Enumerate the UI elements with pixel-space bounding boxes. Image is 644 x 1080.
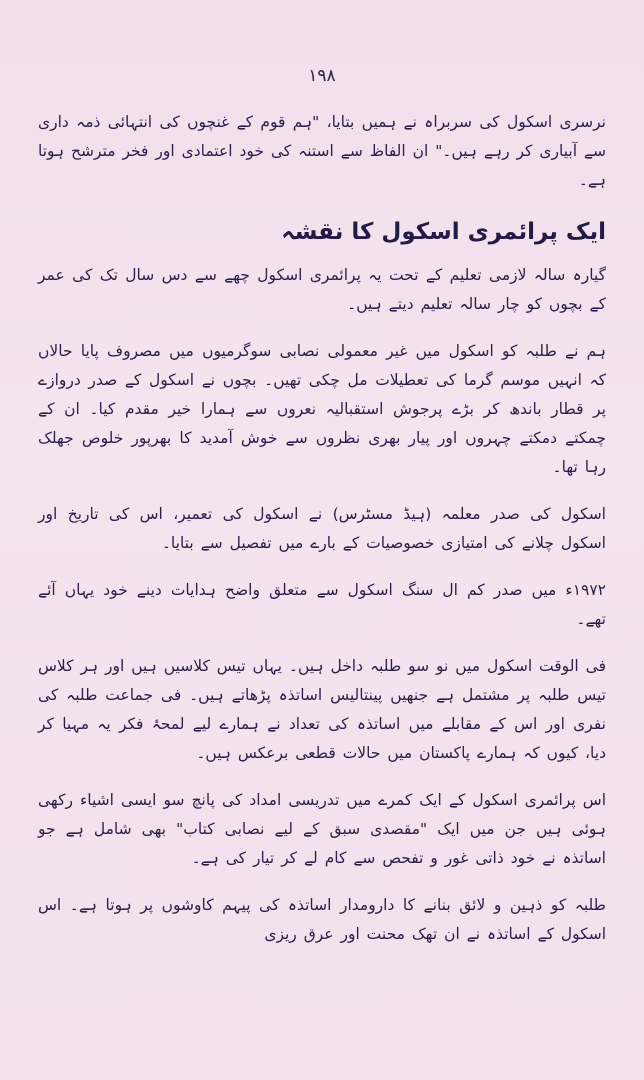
section-heading-primary-school: ایک پرائمری اسکول کا نقشہ xyxy=(281,219,606,245)
paragraph-1972-visit: ۱۹۷۲ء میں صدر کم ال سنگ اسکول سے متعلق واضح ہدایات دینے خود یہاں آئے تھے۔ xyxy=(38,581,606,628)
paragraph-teacher-efforts: طلبہ کو ذہین و لائق بنانے کا دارومدار اساتذہ کی پیہم کاوشوں پر ہوتا ہے۔ اس اسکول کے اساتذہ نے ان تھک محنت اور عرق ریزی xyxy=(38,896,606,943)
paragraph-headmistress: اسکول کی صدر معلمہ (ہیڈ مسٹرس) نے اسکول کی تعمیر، اس کی تاریخ اور اسکول چلانے کی امتیازی خصوصیات کے بارے میں تفصیل سے بتایا۔ xyxy=(38,505,606,552)
page-number: ١٩٨ xyxy=(308,66,336,86)
paragraph-student-welcome: ہم نے طلبہ کو اسکول میں غیر معمولی نصابی سوگرمیوں میں مصروف پایا حالاں کہ انہیں موسم گرما کی تعطیلات مل چکی تھیں۔ بچوں نے اسکول کے صدر دروازے پر قطار باندھ کر بڑے پرجوش استقبالیہ نعروں سے ہمارا خیر مقدم کیا۔ ان کے چمکتے دمکتے چہروں اور پیار بھری نظروں سے خوش آمدید کا بھرپور خلوص جھلک رہا تھا۔ xyxy=(38,342,606,476)
paragraph-compulsory-education: گیارہ سالہ لازمی تعلیم کے تحت یہ پرائمری اسکول چھے سے دس سال تک کی عمر کے بچوں کو چار سالہ تعلیم دیتے ہیں۔ xyxy=(38,266,606,313)
paragraph-teaching-aids: اس پرائمری اسکول کے ایک کمرے میں تدریسی امداد کی پانچ سو ایسی اشیاء رکھی ہوئی ہیں جن میں ایک "مقصدی سبق کے لیے نصابی کتاب" بھی شامل ہے جو اساتذہ نے خود ذاتی غور و تفحص سے کام لے کر تیار کی ہے۔ xyxy=(38,791,606,867)
paragraph-nursery-head-quote: نرسری اسکول کی سربراہ نے ہمیں بتایا، "ہم قوم کے غنچوں کی انتہائی ذمہ داری سے آبیاری کر رہے ہیں۔" ان الفاظ سے استنہ کی خود اعتمادی اور فخر مترشح ہوتا ہے۔ xyxy=(37,113,606,189)
paragraph-enrollment: فی الوقت اسکول میں نو سو طلبہ داخل ہیں۔ یہاں تیس کلاسیں ہیں اور ہر کلاس تیس طلبہ پر مشتمل ہے جنھیں پینتالیس اساتذہ پڑھاتے ہیں۔ فی جماعت طلبہ کی نفری اور اس کے مقابلے میں اساتذہ کی تعداد نے ہمارے لیے لمحۂ فکر یہ مہیا کر دیا، کیوں کہ ہمارے پاکستان میں حالات قطعی برعکس ہیں۔ xyxy=(38,657,606,762)
page-body xyxy=(38,108,606,969)
